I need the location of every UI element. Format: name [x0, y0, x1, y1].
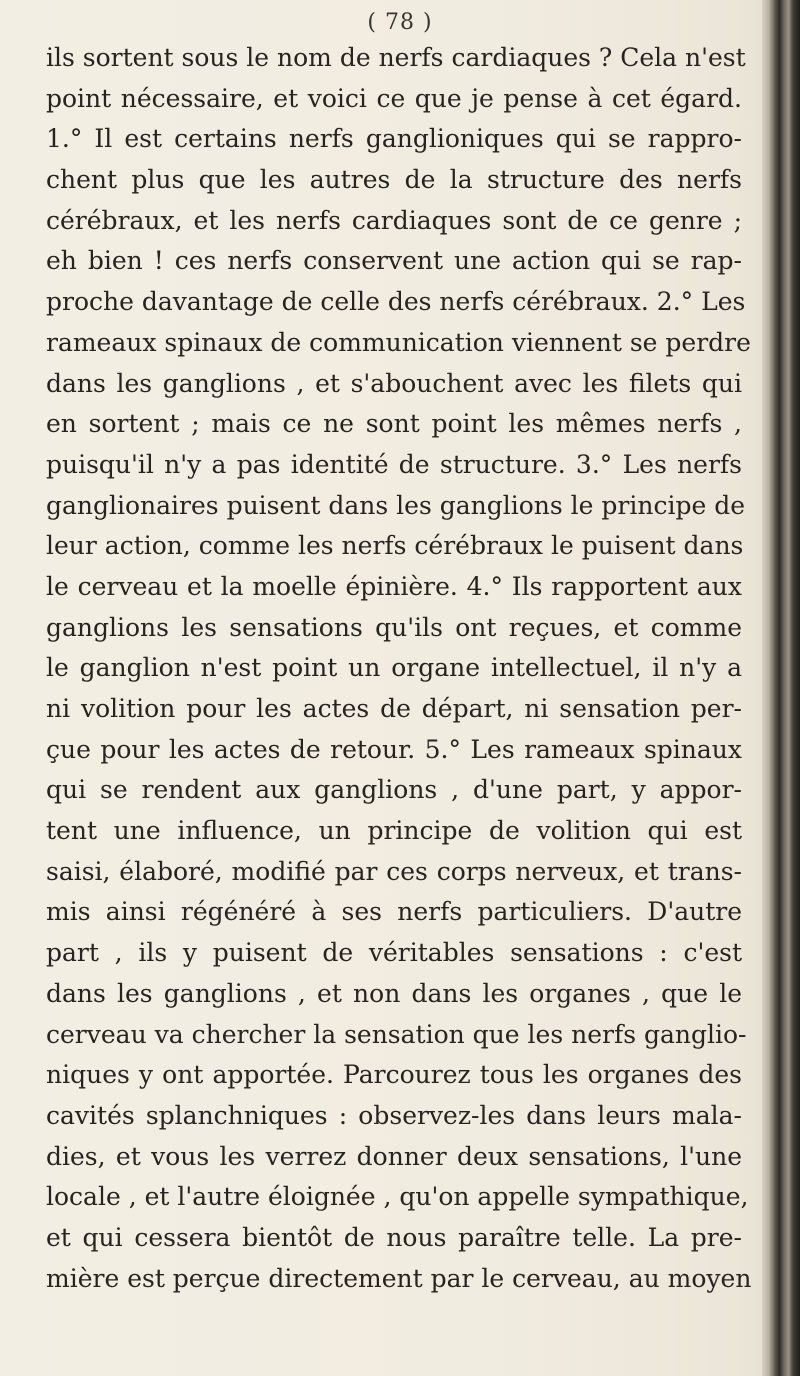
text-line: le cerveau et la moelle épinière. 4.° Ils rapportent aux	[46, 571, 742, 601]
text-line: 1.° Il est certains nerfs ganglioniques qui se rappro-	[46, 124, 742, 154]
text-line: dans les ganglions , et s'abouchent avec les filets qui	[46, 368, 742, 398]
text-line: dies, et vous les verrez donner deux sensations, l'une	[46, 1141, 742, 1171]
text-line: qui se rendent aux ganglions , d'une part, y appor-	[46, 775, 742, 805]
text-line: eh bien ! ces nerfs conservent une action qui se rap-	[46, 246, 742, 276]
text-line: chent plus que les autres de la structure des nerfs	[46, 165, 742, 195]
text-line: puisqu'il n'y a pas identité de structure. 3.° Les nerfs	[46, 449, 742, 479]
text-line: point nécessaire, et voici ce que je pense à cet égard.	[46, 83, 742, 113]
text-line: en sortent ; mais ce ne sont point les mêmes nerfs ,	[46, 409, 742, 439]
text-line: niques y ont apportée. Parcourez tous les organes des	[46, 1060, 742, 1090]
body-text	[46, 38, 752, 1299]
text-line: ils sortent sous le nom de nerfs cardiaques ? Cela n'est	[46, 43, 746, 72]
text-line: locale , et l'autre éloignée , qu'on appelle sympathique,	[46, 1182, 749, 1212]
text-line: çue pour les actes de retour. 5.° Les rameaux spinaux	[46, 734, 742, 764]
text-line: cavités splanchniques : observez-les dans leurs mala-	[46, 1100, 742, 1130]
text-line: proche davantage de celle des nerfs cérébraux. 2.° Les	[46, 287, 746, 317]
text-line: leur action, comme les nerfs cérébraux le puisent dans	[46, 531, 744, 561]
page-number: ( 78 )	[367, 10, 433, 35]
text-line: tent une influence, un principe de volition qui est	[46, 816, 742, 846]
text-line: et qui cessera bientôt de nous paraître telle. La pre-	[46, 1222, 742, 1252]
text-line: part , ils y puisent de véritables sensations : c'est	[46, 938, 742, 968]
text-line: ganglionaires puisent dans les ganglions le principe de	[46, 490, 746, 520]
text-line: dans les ganglions , et non dans les organes , que le	[46, 978, 742, 1008]
text-line: le ganglion n'est point un organe intellectuel, il n'y a	[46, 653, 742, 683]
text-line: ganglions les sensations qu'ils ont reçues, et comme	[46, 612, 742, 642]
text-line: cerveau va chercher la sensation que les nerfs ganglio-	[46, 1019, 747, 1049]
text-line: mière est perçue directement par le cerveau, au moyen	[46, 1263, 752, 1293]
text-line: saisi, élaboré, modifié par ces corps nerveux, et trans-	[46, 856, 742, 886]
text-line: cérébraux, et les nerfs cardiaques sont de ce genre ;	[46, 205, 742, 235]
text-line: mis ainsi régénéré à ses nerfs particuliers. D'autre	[46, 897, 742, 927]
text-line: rameaux spinaux de communication viennent se perdre	[46, 327, 751, 357]
page-edge-shadow	[762, 0, 800, 1376]
text-line: ni volition pour les actes de départ, ni sensation per-	[46, 694, 742, 723]
